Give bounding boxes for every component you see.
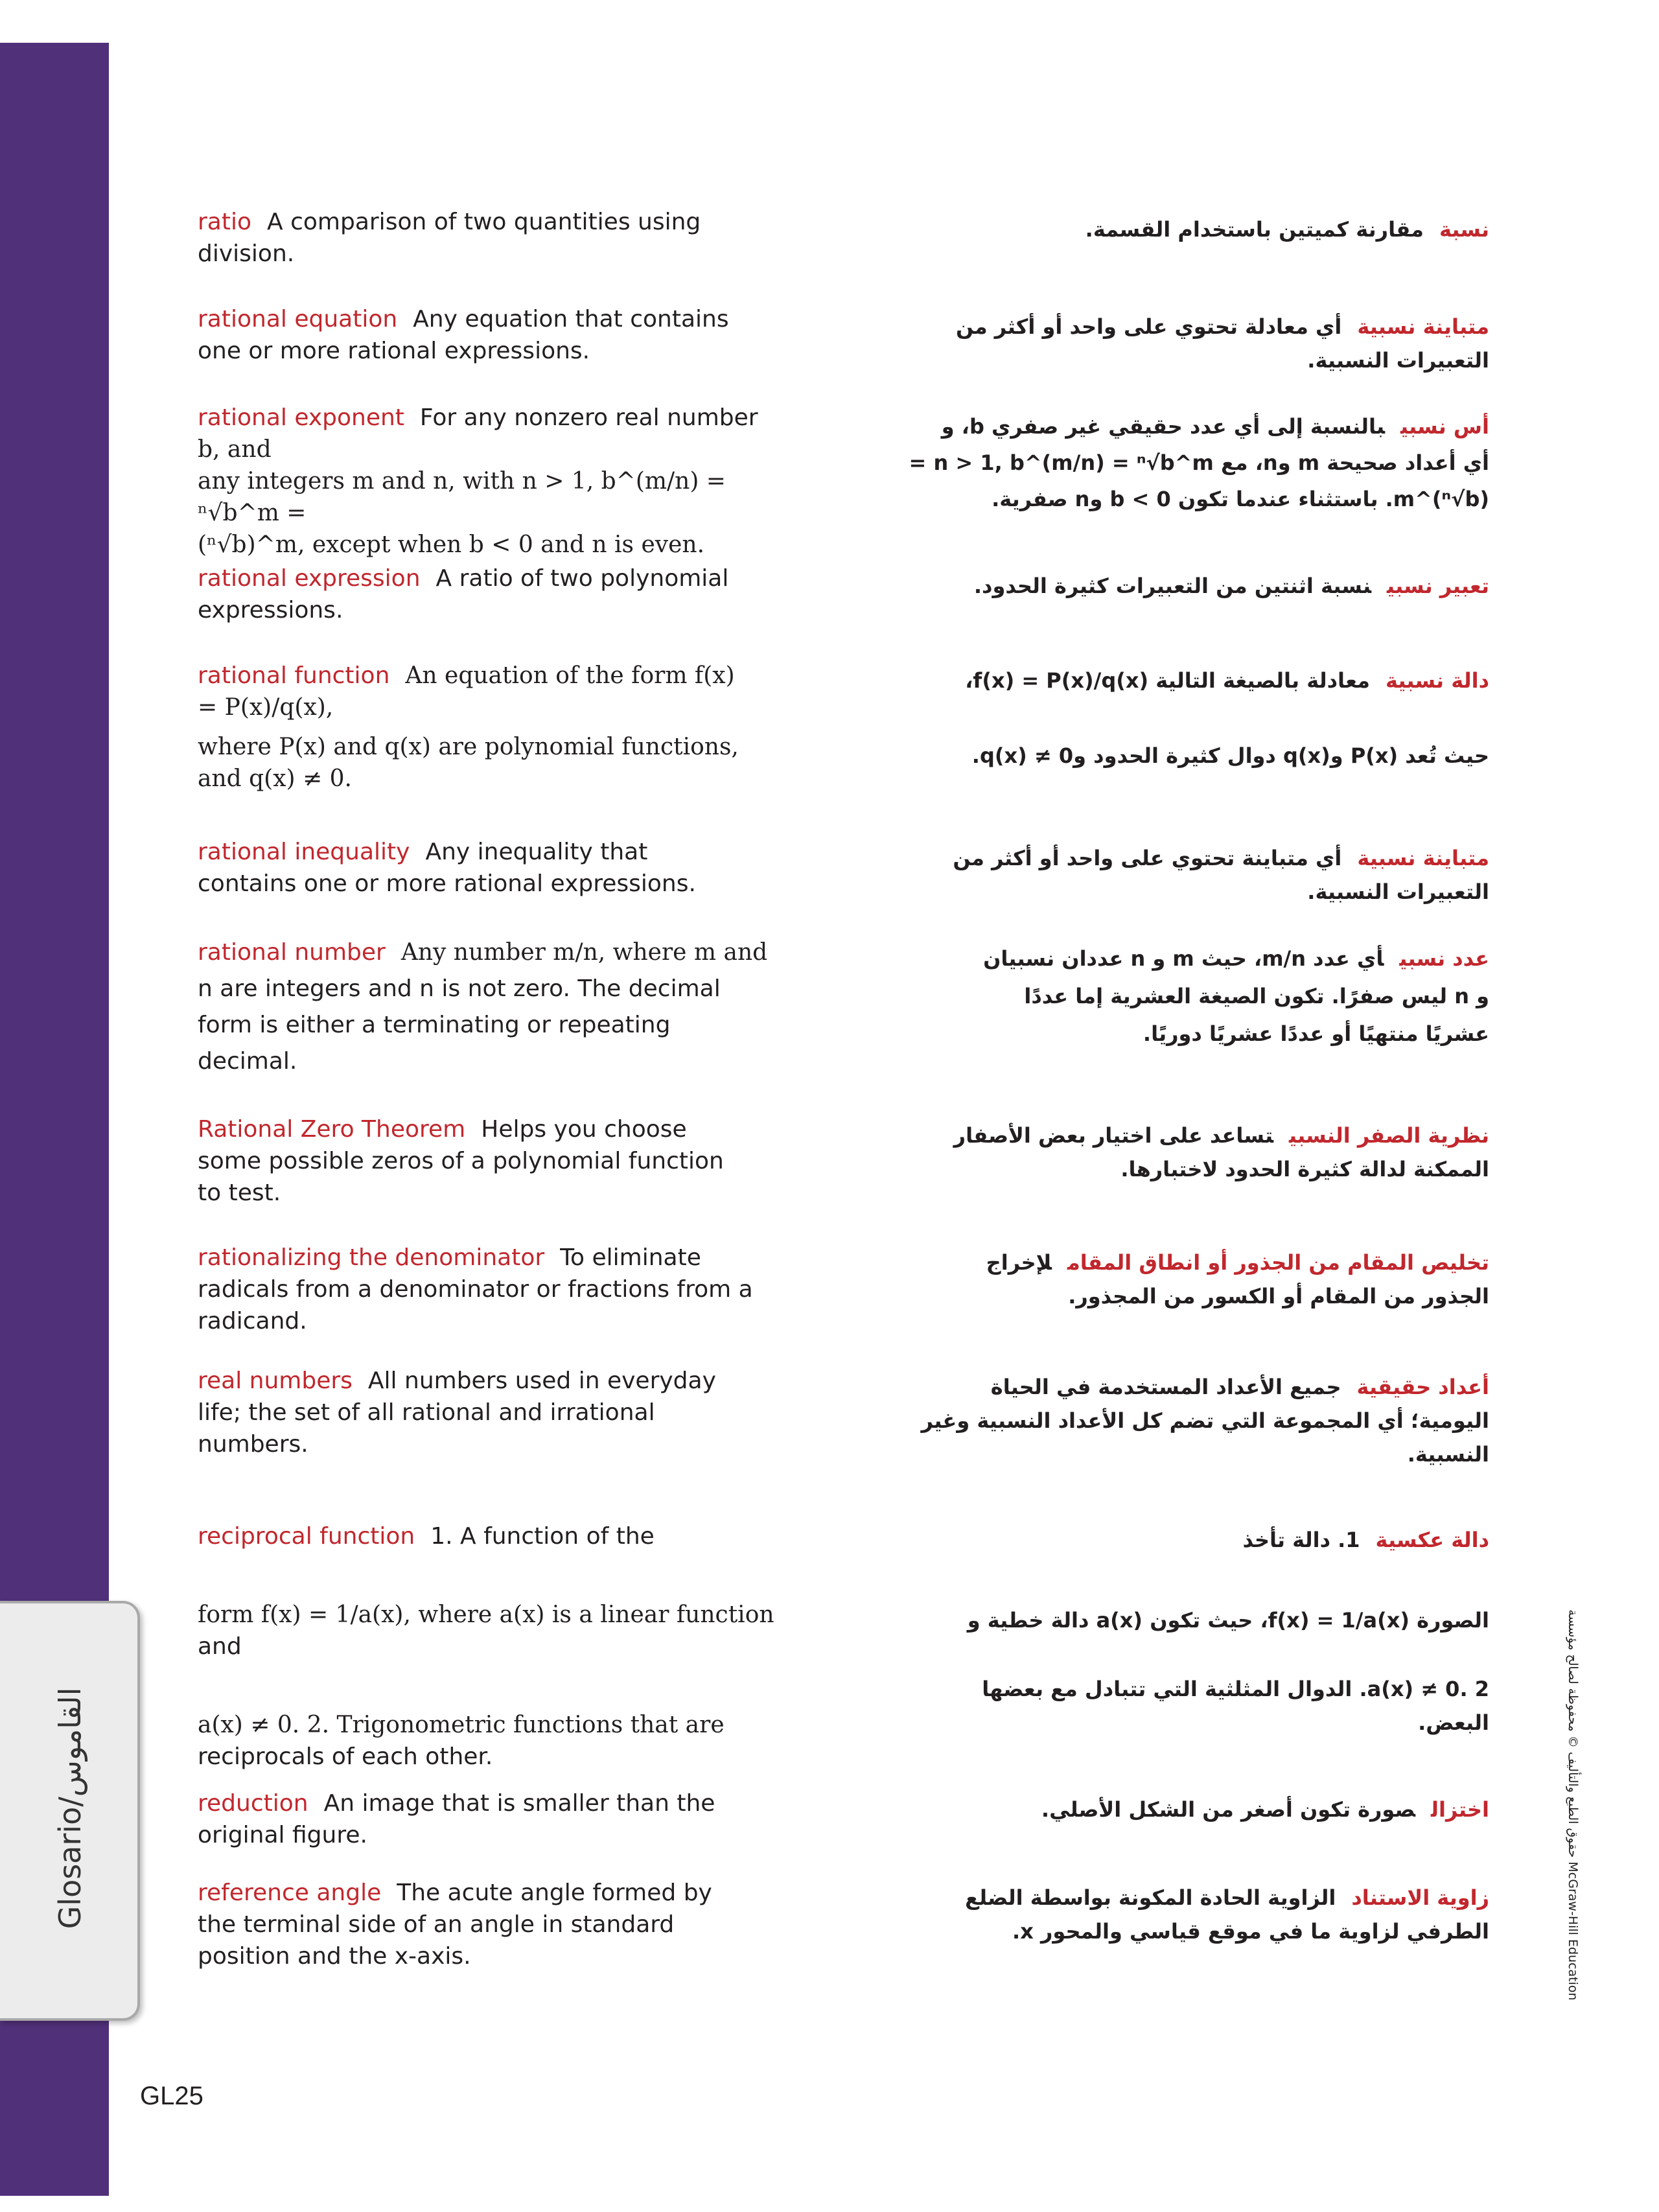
entry-definition: البعض. [1418,1710,1489,1735]
entry-definition: division. [198,240,295,267]
glossary-entry-rationalizing-the-denominator [198,1242,800,1337]
entry-term: ratio [198,209,252,235]
glossary-entry-rational-equation-ar [880,310,1489,377]
entry-definition: The acute angle formed by [397,1880,712,1906]
entry-definition: التعبيرات النسبية. [1307,348,1489,373]
entry-definition: form f(x) = 1/a(x), where a(x) is a linear function [198,1601,774,1628]
entry-definition: All numbers used in everyday [367,1368,716,1394]
entry-definition: اليومية؛ أي المجموعة التي تضم كل الأعداد النسبية وغير [921,1408,1489,1433]
glossary-entry-reduction-ar [880,1793,1489,1826]
entry-definition: Any equation that contains [413,306,729,332]
glossary-entry-rational-exponent [198,402,800,561]
entry-definition: For any nonzero real number [419,404,758,431]
glossary-entry-rationalizing-ar [880,1246,1489,1313]
glossary-entry-reference-angle-ar [880,1881,1489,1948]
entry-term: نظرية الصفر النسبي [1289,1123,1489,1148]
glossary-entry-rational-exponent-ar [880,408,1489,517]
entry-definition: مقارنة كميتين باستخدام القسمة. [1085,217,1424,242]
entry-term: متباينة نسبية [1357,314,1489,339]
entry-formula: = P(x)/q(x), [198,694,334,721]
entry-definition: decimal. [198,1048,297,1075]
entry-term: تخليص المقام من الجذور أو انطاق المقام [1067,1250,1489,1275]
glossary-entry-ratio-ar [880,213,1489,246]
entry-definition: where P(x) and q(x) are polynomial functions, [198,734,739,760]
entry-definition: معادلة بالصيغة التالية f(x) = P(x)/q(x)، [965,668,1370,693]
entry-definition: b, and [198,436,272,463]
glossary-entry-reciprocal-function [198,1520,800,1773]
entry-term: rational exponent [198,404,404,431]
entry-definition: (ⁿ√b)^m, except when b < 0 and n is even. [198,531,705,558]
entry-definition: A ratio of two polynomial [435,565,729,592]
entry-definition: حيث تُعد P(x) وq(x) دوال كثيرة الحدود وq(x) ≠ 0. [971,743,1489,768]
entry-term: rational equation [198,306,398,332]
entry-definition: expressions. [198,597,343,623]
entry-term: Rational Zero Theorem [198,1116,466,1143]
glossary-entry-rational-number-ar [880,940,1489,1053]
entry-definition: any integers m and n, with n > 1, b^(m/n) = ⁿ√b^m = [198,468,726,526]
entry-definition: An equation of the form f(x) [405,662,735,689]
glossary-entry-rational-expression [198,563,800,626]
entry-term: زاوية الاستناد [1351,1885,1489,1910]
entry-definition: Helps you choose [481,1116,687,1143]
entry-definition: الجذور من المقام أو الكسور من المجذور. [1068,1284,1489,1309]
entry-definition: و n ليس صفرًا. تكون الصيغة العشرية إما عددًا [1024,984,1489,1008]
glossary-entry-rational-zero-theorem-ar [880,1119,1489,1186]
glossary-entry-rational-inequality-ar [880,841,1489,909]
entry-term: عدد نسبي [1399,946,1489,971]
entry-definition: لإخراج [986,1250,1052,1275]
entry-definition: radicand. [198,1308,307,1334]
entry-term: rational expression [198,565,421,592]
entry-definition: أي متباينة تحتوي على واحد أو أكثر من [953,846,1342,870]
entry-definition: reciprocals of each other. [198,1743,493,1770]
entry-definition: صورة تكون أصغر من الشكل الأصلي. [1041,1797,1416,1822]
entry-definition: contains one or more rational expressions. [198,870,696,897]
entry-term: أعداد حقيقية [1356,1375,1489,1399]
glossary-entry-rational-equation [198,303,800,367]
glossary-entry-rational-inequality [198,836,800,900]
entry-definition: النسبية. [1407,1442,1489,1467]
entry-term: reference angle [198,1880,382,1906]
glossary-entry-rational-zero-theorem [198,1113,800,1209]
glossary-entry-reference-angle [198,1877,800,1972]
entry-term: دالة عكسية [1375,1528,1489,1552]
entry-definition: one or more rational expressions. [198,338,590,364]
entry-definition: radicals from a denominator or fractions from a [198,1276,753,1303]
page-number: GL25 [140,2082,203,2110]
entry-term: reciprocal function [198,1523,415,1550]
entry-term: متباينة نسبية [1357,846,1489,870]
entry-definition: 1. دالة تأخذ [1242,1528,1360,1552]
entry-definition: الطرفي لزاوية ما في موقع قياسي والمحور x. [1012,1919,1489,1944]
entry-definition: form is either a terminating or repeating [198,1012,671,1038]
glossary-entry-real-numbers [198,1365,800,1460]
entry-definition: أي أعداد صحيحة m وn، مع n > 1, b^(m/n) = ⁿ√b^m = [909,450,1489,475]
entry-definition: original figure. [198,1822,367,1848]
entry-term: rationalizing the denominator [198,1244,545,1271]
entry-definition: (ⁿ√b)^m. باستثناء عندما تكون b < 0 وn صفرية. [992,487,1489,511]
entry-definition: a(x) ≠ 0. 2. الدوال المثلثية التي تتبادل مع بعضها [982,1677,1489,1701]
entry-term: reduction [198,1790,308,1817]
entry-definition: An image that is smaller than the [323,1790,715,1817]
entry-definition: بالنسبة إلى أي عدد حقيقي غير صفري b، و [941,414,1386,439]
entry-term: rational number [198,939,386,966]
entry-definition: Any number m/n, where m and [400,939,768,966]
entry-definition: n are integers and n is not zero. The decimal [198,975,721,1002]
glossary-entry-ratio [198,206,800,270]
entry-definition: الممكنة لدالة كثيرة الحدود لاختبارها. [1120,1157,1489,1182]
glossary-entry-rational-function [198,660,800,795]
entry-term: rational inequality [198,839,410,865]
glossary-entry-reduction [198,1787,800,1851]
entry-term: تعبير نسبي [1387,574,1489,598]
entry-definition: جميع الأعداد المستخدمة في الحياة [990,1375,1341,1399]
glossary-entry-real-numbers-ar [880,1370,1489,1471]
glossary-entry-rational-function-ar [880,664,1489,773]
entry-term: real numbers [198,1368,353,1394]
entry-definition: الصورة f(x) = 1/a(x)، حيث تكون a(x) دالة خطية و [967,1608,1489,1633]
entry-definition: life; the set of all rational and irrational [198,1399,655,1426]
entry-definition: نسبة اثنتين من التعبيرات كثيرة الحدود. [973,574,1372,598]
entry-definition: تساعد على اختيار بعض الأصفار [953,1123,1274,1148]
entry-definition: أي معادلة تحتوي على واحد أو أكثر من [956,314,1342,339]
entry-definition: numbers. [198,1431,308,1458]
entry-definition: الزاوية الحادة المكونة بواسطة الضلع [965,1885,1336,1910]
entry-definition: To eliminate [560,1244,701,1271]
entry-definition: some possible zeros of a polynomial function [198,1148,724,1174]
entry-definition: a(x) ≠ 0. 2. Trigonometric functions that are [198,1712,725,1738]
entry-term: نسبة [1439,217,1489,242]
entry-definition: Any inequality that [425,839,648,865]
glossary-tab-label: Glosario/القاموس [52,1687,87,1929]
entry-definition: position and the x-axis. [198,1943,471,1970]
entry-definition: to test. [198,1180,281,1206]
entry-definition: and [198,1633,242,1660]
entry-definition: and q(x) ≠ 0. [198,765,352,792]
entry-definition: أي عدد m/n، حيث m و n عددان نسبيان [983,946,1384,971]
entry-definition: A comparison of two quantities using [267,209,701,235]
entry-definition: the terminal side of an angle in standard [198,1911,675,1938]
copyright-notice: حقوق الطبع والتأليف © محفوظة لصالح مؤسسة McGraw-Hill Education [1566,1609,1580,2001]
entry-term: دالة نسبية [1385,668,1489,693]
entry-term: rational function [198,662,390,689]
entry-definition: عشريًا منتهيًا أو عددًا عشريًا دوريًا. [1143,1021,1489,1046]
entry-term: اختزال [1431,1797,1489,1822]
glossary-entry-reciprocal-function-ar [880,1523,1489,1740]
glossary-entry-rational-number [198,935,800,1080]
entry-definition: 1. A function of the [430,1523,655,1550]
glossary-entry-rational-expression-ar [880,569,1489,603]
entry-term: أس نسبي [1400,414,1489,439]
entry-definition: التعبيرات النسبية. [1307,879,1489,904]
